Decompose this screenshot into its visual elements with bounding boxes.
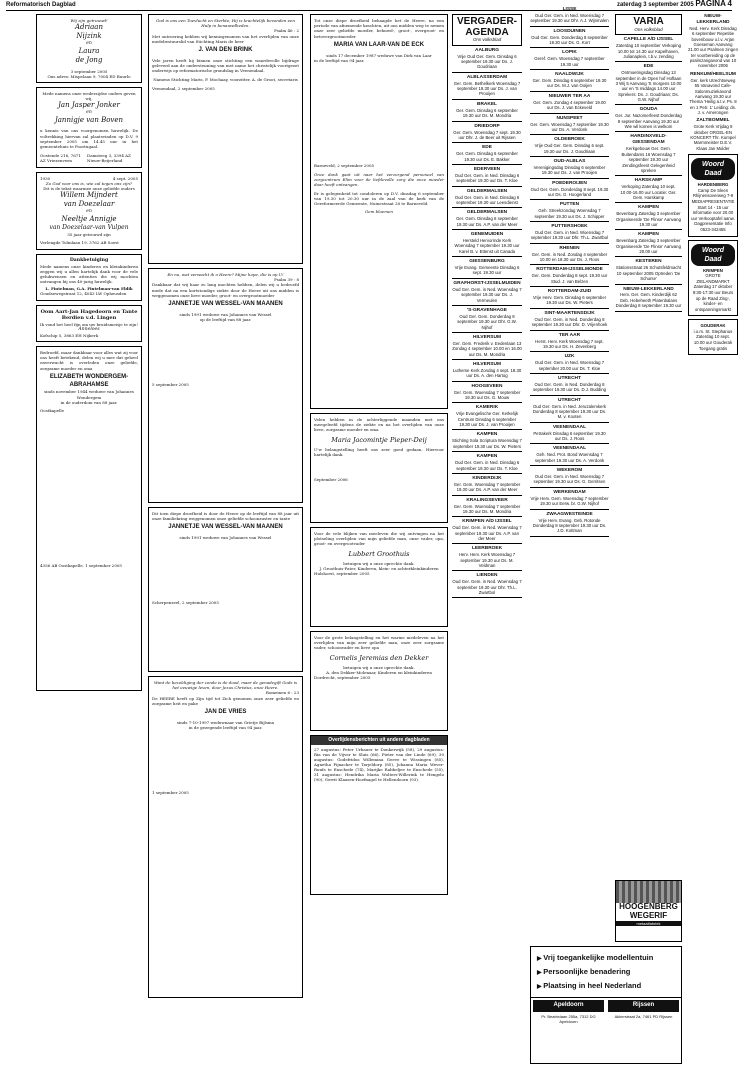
agenda-entry [452,281,522,306]
death-notice-wondergem: Bedroefd, maar dankbaar voor alles wat zij voor ons heeft betekend, delen wij u mee dat geheel onverwacht is overleden onze geliefde, zorgzame moeder en oma ELIZABETH WONDERGEM-ABRAHAMSE sinds november 1944 weduwe van Johannes Wondergem in de ouderdom van 88 jaar. Oostkapelle 4356 AB Oostkapelle, 1 september 2005 [36,346,142,691]
agenda-entry [452,259,522,279]
entry-place: SINT-MAARTENSDIJK [544,310,595,316]
woord-daad-logo: Woord Daad [691,244,735,266]
agenda-entry [530,425,609,445]
entry-place: LEERBROEK [471,546,503,552]
agenda-entry [452,546,522,571]
agenda-entry [530,333,609,353]
entry-details: Vrije Oud Ger. Gem. Dinsdag 6 sept. 19.30 uur Ds. J. Goudriaan [534,143,605,154]
entry-details: Ger. Gem. Woensdag 7 september 19.30 uur Ds. G. Mouw [453,389,521,401]
varia-entry [615,107,682,132]
entry-place: HILVERSUM [473,362,501,368]
entry-place: KAMPEN [638,205,659,211]
entry-details: Ger. Gem. in Ned. Zondag 4 september 10.00 en 18.30 uur Ds. J. Roos [531,251,608,263]
varia-section [615,14,682,312]
varia-entry [615,259,682,284]
entry-details: Geh. Ned. Prot. Bond Woensdag 7 september 19.30 uur Ds. A. Verdonk [534,452,605,463]
agenda-entry [452,210,522,230]
entry-details: Oud Ger. Gem. in Ned. Woensdag 7 september 20.00 uur Ds. T. Kloe [534,360,605,371]
entry-details: Oud Ger. Gem. in Ned. Dinsdag 6 september 19.30 uur Leesdienst [454,194,520,205]
agenda-entry [452,573,522,598]
agenda-entry [530,137,609,157]
varia-title: VARIA Ons volksblad [615,14,682,35]
entry-place: LIENDEN [476,573,498,579]
entry-details: Vrije Herv. Evang. Geb. Rotonde Donderdag 8 september 19.30 uur Ds. J.D. Kottman [532,517,607,534]
entry-details: Stationsstraat 26 Schutsfeldmacht 10 september 2005 Optreden 'De Schurse' [615,265,682,282]
meeting-agenda [452,14,522,598]
agenda-entry [530,311,609,331]
entry-place: ROTTERDAM-IJSSELMONDE [536,267,603,273]
entry-details: Kerkgebouw Ger. Gem. Buitendams 16 Woensdag 7 september 19.30 uur Zendingsfeest Gelegenheid spreken [621,146,676,173]
varia-entry [615,287,682,312]
event-renkum: RENKUM/HEELSUM Ger. kerk Utrechtseweg 55 Vanavond Cafe-Salonmuziekavond Aanvang 19.30 uur Thema 'Heilig a.t.v. Ps. 8 en 1 Petr. 1' Leiding: ds. J. v. Amerongen [689,71,737,115]
entry-details: Ger. Gem. Dinsdag 6 september 19.30 uur Ds. A.P. van der Meer [456,216,518,227]
death-notice-van-den-brink: God is ons een Toevlucht en Sterkte; Hij is krachtelijk bevonden een Hulp in benauwdheden. Psalm 46 : 2 Met ontroering hebben wij kennisgenomen van het overlijden van onze medebestuurslid van Stichting Maris de heer J. VAN DEN BRINK Vele jaren heeft hij binnen onze stichting een waardevolle bijdrage geleverd aan de ondersteuning van met name het christelijk voortgezet onderwijs op reformatorische grondslag in Veenendaal. Namens Stichting Maris, P. Mochaay, voorzitter, A. de Groot, secretaris Veenendaal, 2 september 2005 [148,14,303,264]
agenda-entry [530,398,609,423]
agenda-entry [452,145,522,165]
agenda-entry [530,376,609,396]
agenda-entry [530,246,609,266]
agenda-entry [452,498,522,518]
thanks-notice-groothuis: Voor de vele blijken van meeleven die wij ontvingen na het plotseling overlijden van mijn geliefde man, onze vader, opa, groot- en overgrootvader Lubbert Groothuis betuigen wij u onze oprechte dank. J. Groothuis-Pater, Kinderen, klein- en achterkleinkinderen Hulshorst, september 2005 [310,527,448,627]
death-notice-de-vries: Want de bezoldiging der zonde is de dood, maar de genadegift Gods is het eeuwige leven, door Jezus Christus, onze Heere. Romeinen 6 : 23 De HEERE heeft op Zijn tijd tot Zich genomen onze zeer geliefde en zorgzame heit en pake JAN DE VRIES sinds 7-10-1997 weduwnaar van Grietje Bijlsma in de gezegende leeftijd van 94 jaar. 1 september 2005 [148,676,303,998]
column-3 [310,14,448,895]
entry-details: Oud Ger. Gem. in Ned. Donderdag 8 september 19.30 uur Ds. D.J. Budding [532,381,607,393]
agenda-entry [452,308,522,333]
ad-line-3: ▶ Plaatsing in heel Nederland [537,981,675,992]
woord-daad-ad-1: Woord Daad HARDENBERG Camp De Sleen Rhijnensoverweg 7-9 MEDIAPRESENTATIE Start 14 - 15 uur Informatie voor 20.00 uur Verkooptafel aanw. Dagpresentatie Info 0523-342455 [688,154,738,236]
entry-place: GELDERMALSEN [466,188,508,194]
entry-place: CAPELLE A/D IJSSEL [623,37,674,43]
entry-details: Oud Ger. Gem. in Ned. Dinsdag 6 september 19.30 uur Ds. T. Kloe [454,460,520,471]
entry-place: LOOSDUINEN [553,28,586,34]
varia-entry [615,37,682,62]
entry-details: Oud Ger. Gem. Donderdag 8 september 19.30 uur Dhr. G.W. Nijhof [457,313,517,330]
agenda-entry [452,476,522,496]
entry-details: Herv. Ger. Gem. Kinderdijk 62 Geb. Hebeheeth Platenbalans Donderdag 8 september 19.30 uur [615,292,682,309]
entry-place: POEDEROIJEN [552,180,587,186]
entry-details: Zaterdag 10 september Verkoping 10.00 tot 14.30 uur Kapelhaven, Julianaplein, t.b.v. zending [616,43,681,59]
page-header [6,2,732,11]
entry-details: Petrakerk Dinsdag 6 september 19.30 uur Ds. J. Roos [533,430,606,442]
paper-name: Reformatorisch Dagblad [6,2,76,9]
entry-details: Stichting Sola Scriptura Woensdag 7 september 19.30 uur Ds. W. Pieters [452,438,522,449]
entry-details: Hersteld Hervormde Kerk Woensdag 7 september 19.30 uur Karel B. v. Ettenst uit Canada [454,238,520,254]
entry-details: Verenigingsdag Dinsdag 6 september 19.30 uur Ds. J. van Prooijen [533,164,606,176]
entry-place: UTRECHT [558,397,581,403]
ad-line-2: ▶ Persoonlijke benadering [537,967,675,978]
obituaries-other-papers: Overlijdensberichten uit andere dagbladen 27 augustus: Peter Urbauer te Donkerwijk (58), 29 augustus: Ria van de Vijver te Sluis (66), Pieter van der Linde (69), 30 augustus: Godefridus Willemina Geeve te Wissingen (85), Agnetha Pijnacker te Tarjeldorp (85), Johanna Maria Wever-Ruufs te Enschede (74), Marijke Rabbeljee te Enschede (55), 31 augustus: Hendrika Maria Wolters-Willerink te Hengelo (90), Gerrit Klaasen-Hoefnagel te Hellendoorn (93). [310,735,448,895]
entry-place: UTRECHT [558,375,581,381]
entry-place: WEKEROM [556,468,583,474]
entry-place: AALBURG [475,47,499,53]
entry-place: KAMERIK [475,405,499,411]
entry-place: ROTTERDAM-ZUID [547,289,592,295]
entry-details: Oud Ger. Gem. in Ned. Jeruzalemkerk Donderdag 8 september 19.30 uur Ds. M. v. Kooten [532,403,607,420]
woord-daad-ad-2: Woord Daad KRIMPEN GROTE ZIELANDMARKT Zaterdag 17 oktober 9:30-17:30 uur Beurs op de Raad Zing-, kinder- en ontspanningsmarkt [688,240,738,317]
entry-place: TER AAR [558,332,581,338]
entry-details: Bevenbarg Zaterdag 3 september Organiseerde 'De Flinse' Aanvang 20.00 uur [616,238,681,255]
entry-details: Vrije Herv. Gem. Dinsdag 6 september 19.30 uur Ds. W. Pieters [532,295,607,306]
engagement-announcement: Mede namens onze wederzijdse ouders geven wij, Jan Jasper Jonker en Jannigje van Boven u kennis van ons voorgenomen huwelijk. De voltrekking hiervan zal plaatsvinden op D.V. 9 september 2005 om 14.45 uur in het gemeentehuis te Poortugaal. Oostende 216, 7671 AZ Vriezenveen Damsteeg 3, 3394 AZ Nieuw-Beijerland [36,87,142,168]
agenda-entry [452,189,522,209]
agenda-entry [530,50,609,70]
entry-place: KAMPEN [476,454,498,460]
entry-place: GRAFHORST-IJSSELMUIDEN [453,280,521,286]
entry-details: Oud Ger. Gem. in Ned. Woensdag 7 september 19.30 uur Dhr. A.J. Wijnmalen [530,12,609,24]
entry-details: Ger. Gem. Dinsdag 6 september 19.30 uur Ds. M. Mondria [456,107,518,119]
entry-place: LISSE [562,7,577,12]
agenda-entry [530,7,609,27]
varia-entry [615,178,682,203]
varia-entry [615,232,682,257]
agenda-entry [530,116,609,136]
entry-details: Herv. Herv. Kerk Woensdag 7 september 19.30 uur Ds. M. Veldman [458,552,516,569]
thanks-notice-den-dekker: Voor de grote belangstelling en het warme medeleven na het overlijden van mijn zeer geliefde man, onze zeer zorgzame vader, schoonvader en lieve opa Cornelis Jeremias den Dekker betuigen wij u onze oprechte dank. A. den Dekker-Molenaar, Kinderen en kleinkinderen Dordrecht, september 2005 [310,631,448,731]
entry-details: Oud Ger. Gem. in Ned. Woensdag 7 september 19.30 uur Ds. G. Gerritsen [533,474,606,485]
entry-place: HARDINXVELD-GIESSENDAM [630,134,667,146]
entry-place: VEENENDAAL [552,446,587,452]
entry-details: Oud Ger. Gem. in Ned. Donderdag 8 september 19.30 uur Dhr. D. Vrijenhoek [531,316,608,328]
agenda-entry [452,519,522,544]
varia-entry [615,134,682,176]
entry-details: Ger. Gem. Woensdag 7 september 19.30 uur Ds. A. Verdonk [530,121,609,132]
entry-details: Oud Ger. Gem. Donderdag 8 sept. 19.30 uur Ds. G. Hoogerland [530,186,609,197]
entry-place: HOOGEVEEN [471,383,503,389]
agenda-entry [452,432,522,452]
agenda-entry [452,232,522,257]
entry-place: UZK [564,354,575,360]
agenda-entry [530,267,609,287]
entry-place: PUTTERSHOEK [551,224,588,230]
entry-place: KRIMPEN A/D IJSSEL [462,519,512,525]
entry-place: VEENENDAAL [552,424,587,430]
agenda-entry [452,405,522,430]
entry-details: Herst. Herv. Kerk Woensdag 7 sept. 19.30 uur Ds. H. Zevenberg [535,338,604,349]
entry-place: KRALINGSEVEER [466,497,508,503]
agenda-entry [530,512,609,537]
entry-place: GENEMUIDEN [470,232,504,238]
entry-details: Bevenbarg Zaterdag 3 september Organiseerde 'De Flinse' Aanvang 19.30 uur [616,211,681,228]
entry-details: Lutherse Kerk Zondag 4 sept. 18.30 uur Ds. A. den Hartog [452,368,522,379]
entry-place: NAALDWIJK [555,72,584,78]
agenda-entry [452,167,522,187]
agenda-entry [530,202,609,222]
thanks-notice-pieper: Velen hebben in de achterliggende maanden met ons meegeleefd tijdens de ziekte en na het overlijden van onze lieve, zorgzame moeder en oma Maria Jacomintje Pieper-Deij U'w belangstelling heeft ons zeer goed gedaan. Hiervoor hartelijk dank. September 2006 [310,413,448,523]
modellentuin-ad: ▶ Vrij toegankelijke modellentuin ▶ Persoonlijke benadering ▶ Plaatsing in heel Nederland Apeldoorn Pr. Beatrixlaan 255a, 7312 DG Apeldoorn Rijssen Akkerstraat 2a, 7461 PD Rijssen [530,946,682,1064]
entry-place: PUTTEN [559,202,580,208]
entry-place: ZWAAGWESTEINDE [546,511,593,517]
entry-place: NUNSPEET [556,115,583,121]
column-2 [148,14,303,1002]
entry-place: NIEUW-LEKKERLAND [623,286,674,292]
entry-details: Oud Ger. Gem. Donderdag 8 september 19.30 uur Ds. G. Kort [531,34,608,46]
agenda-entry [530,224,609,244]
column-1 [36,14,142,695]
event-zaltbommel: ZALTBOMMEL Grote Kerk Vrijdag 9 oktober ORGEL-EN KONCERT Thr. Kumpel Marmmeister D.E.V. Klaas Jan Mulder [690,118,736,151]
event-gouderak: GOUDERAK i.o.m. St. Stephanus Zaterdag 10 sept. 10.00 uur Gouderak Toegang gratis [688,319,738,355]
entry-details: Geh. Streekzondag Woensdag 7 september 19.30 uur Ds. J. Schipper [534,208,605,219]
entry-details: Vrije Oud Ger. Gem. Dinsdag 6 september 19.30 uur Ds. J. Goudriaan [457,53,517,70]
agenda-entry [452,384,522,404]
agenda-entry [530,289,609,309]
entry-details: Ger. Gem. Donderdag 8 sept. 19.30 uur Stud. J. van Belzen [531,273,608,284]
entry-details: Ger. Gem. Woensdag 7 sept. 19.30 uur Dhr. J. de Beer uit Rijssen [453,129,521,140]
entry-place: DRIEDORP [474,123,500,129]
entry-place: EDE [643,64,654,70]
entry-details: Vrije Herv. Gem. Woensdag 7 september 19.30 uur Eerw. br. G.W. Nijhof [530,495,609,507]
column-7 [688,14,738,358]
entry-place: HILVERSUM [473,334,501,340]
death-notice-van-wessel-family: Dit toen diepe droefheid is door de Heere op de leeftijd van 88 jaar uit onze familiekring weggenomen onze geliefde schoonzuster en tante JANNETJE VAN WESSEL-VAN MAANEN sinds 1991 weduwe van Johannes van Wessel Scherpenzeel, 2 september 2005 [148,507,303,672]
varia-entry [615,64,682,105]
thanks-announcement: Dankbetuiging Mede namens onze kinderen en kleinkinderen zeggen wij u allen hartelijk dank voor de vele gelukwensen en attenties die wij mochten ontvangen bij ons 40-jarig huwelijk. L. Fintelman, G.A. Fintelman-van Eldik Goudsewegstraat 12, 4043 LW Opheusden [36,254,142,301]
entry-place: GOUDA [639,107,658,113]
varia-entry [615,205,682,230]
agenda-continued [530,5,609,537]
agenda-entry [530,94,609,114]
agenda-entry [530,446,609,466]
ad-line-1: ▶ Vrij toegankelijke modellentuin [537,953,675,964]
entry-details: Ger. Gem. Bethelkerk Woensdag 7 september 19.30 uur Ds. J. van Prooijen [453,80,521,97]
entry-details: Ger. Gem. Woensdag 7 september 19.30 uur Ds. M. Mondria [453,503,521,514]
entry-place: EDE [482,145,492,151]
woord-daad-logo: Woord Daad [691,158,735,180]
entry-place: EDERVEEN [473,166,501,172]
page-date: zaterdag 3 september 2005 PAGINA 4 [616,0,732,9]
anniversary-announcement: 1930 4 sept. 2005 Zo God voor ons is, wie zal tegen ons zijn? Dit is de tekst waarmee onze geliefde ouders Willem Mijndert van Doezelaar en Neeltje Annigje van Doezelaar-van Vulpen 35 jaar getrouwd zijn Verlengde Tolmlaan 19, 3762 AB Soest [36,172,142,250]
agenda-entry [452,454,522,474]
death-notice-van-laar: Tot onze diepe droefheid behaagde het de Heere, na een periode van afnemende krachten, uit ons midden weg te nemen onze zeer geliefde moeder, behuwd-, groot-, overgroot- en betovergrootmoeder MARIA VAN LAAR-VAN DE ECK sinds 17 december 1987 weduwe van Dirk van Laar in de leeftijd van 94 jaar. Barneveld, 2 september 2005 Onze dank gaat uit naar het verzorgend personeel van zorgcentrum Elim voor de liefdevolle zorg die onze moeder daar heeft ontvangen. Er is gelegenheid tot condoleren op D.V. dinsdag 6 september van 19.30 tot 20.30 uur in de zaal van de kerk van de Gereformeerde Gemeente, Nuinestraat 28 te Barneveld. Gem bloemen [310,14,448,409]
entry-details: Oud Ger. Gem. in Ned. Dinsdag 6 september 19.30 uur Ds. T. Kloe [454,172,520,184]
death-notice-van-wessel: En nu, wat verwacht ik o Heere? Mijne hope, die is op U! Psalm 39 : 8 Dankbaar dat wij haar zo lang mochten hebben, delen wij u bedroefd mede dat na een kortstondige ziekte door de Heere uit ons midden is weggenomen onze lieve moeder, groot- en overgrootmoeder JANNETJE VAN WESSEL-VAN MAANEN sinds 1991 weduwe van Johannes van Wessel op de leeftijd van 88 jaar. 5 september 2005 [148,268,303,503]
agenda-entry [452,75,522,100]
entry-place: WERKENDAM [553,489,586,495]
entry-place: BRAKEL [477,101,497,107]
entry-place: KINDERDIJK [472,475,502,481]
entry-details: Ger. Gem. Frederik v. Eedenlaan 13 Zondag 4 september 10.00 en 16.00 uur Ds. M. Mondria [452,340,522,357]
agenda-entry [530,29,609,49]
entry-details: Verkoping Zaterdag 10 sept. 10.00-16.00 uur Locatie: Ger. Gem. Harskamp [620,184,677,200]
agenda-entry [530,72,609,92]
entry-details: Ger. Gem. Dinsdag 6 september 19.30 uur Ds. E. Bakker [456,151,518,162]
entry-details: Ger. Gem. Zondag 4 september 19.00 uur Ds. J. van Eckeveld [533,99,606,111]
bridesmaid-announcement: Oom Aart-Jan Hagedoorn en Tante Berdien v.d. Lingen Ik vond het heel fijn om uw bruidsmeisje te zijn! Anneloes Kofschip 5, 3863 EH Nijkerk [36,305,142,342]
agenda-entry [530,490,609,510]
agenda-entry [530,354,609,374]
entry-place: KESTEREN [635,259,662,265]
entry-details: Ger. Jur. Nazomerfeest Donderdag 8 september Aanvang 19.30 uur Wie wil komen is welkom [615,113,682,130]
entry-place: NIEUWER TER AA [548,93,591,99]
entry-place: 'S-GRAVENHAGE [467,307,507,313]
entry-details: Ger. Gem. Woensdag 7 september 19.30 uur Ds. A.P. van der Meer [453,481,521,493]
entry-details: Oud Ger. Gem. in Ned. Woensdag 7 september 19.30 uur Ds. J. Vermeulen [452,286,522,303]
entry-details: Vrije Evang. Gemeente Dinsdag 6 sept. 19.30 uur [454,265,520,276]
entry-details: Geref. Gem. Woensdag 7 september 19.30 uur [534,56,605,67]
entry-details: Ontmoetingsdag Dinsdag 13 september in de Open hof Hoflaan 3 Wij 5 Aanvang 'S morgens 10.00 uur en 'S middags 14.00 uur Sprekers: Ds. J. Goudriaan; Ds. G.W. Nijhof [615,70,682,103]
entry-place: OUD-ALBLAS [553,158,586,164]
entry-details: Oud Ger. Gem. in Ned. Woensdag 7 september 19.30 uur Ds. A.P. van der Meer [452,525,522,541]
entry-place: KAMPEN [476,432,498,438]
entry-details: Oud Ger. Gem. in Ned. Woensdag 7 september 19.30 uur Dhr. Th.L. Zwartbol [530,230,609,241]
entry-place: GIESSENBURG [469,259,505,265]
agenda-entry [530,159,609,179]
entry-place: OLDEBROEK [554,137,585,143]
agenda-entry [452,362,522,382]
entry-place: LOPIK [562,50,577,56]
entry-details: Ger. Gem. Dinsdag 6 september 19.30 uur Ds. M.J. van Ooijen [532,78,607,89]
agenda-entry [452,102,522,122]
agenda-title: VERGADER-AGENDA Ons volksblad [452,14,522,46]
entry-place: HARSKAMP [634,178,663,184]
wedding-announcement: Wij zijn getrouwd! Adriaan Nijzink en Laura de Jong 3 september 2005 Ons adres: Mispelaan 9, 7004 ED Ruurlo [36,14,142,83]
agenda-entry [452,124,522,144]
factory-image [616,881,681,903]
entry-place: KAMPEN [638,232,659,238]
agenda-entry [530,181,609,201]
agenda-entry [452,48,522,73]
agenda-entry [530,468,609,488]
entry-details: Vrije Evangelische Ger. Kerkelijk Centrum Dinsdag 6 september 19.30 uur Ds. J. van Prooijen [456,411,518,428]
entry-place: ALBLASSERDAM [466,74,508,80]
entry-details: Oud Ger. Gem. in Ned. Woensdag 7 september 19.30 uur Dhr. Th.L. Zwartbol [452,579,522,596]
agenda-entry [452,335,522,360]
hoogenberg-ad: HOOGENBERG WEGERIF metaalfabriek [615,880,682,942]
event-nieuw-lekkerland: NIEUW-LEKKERLAND Ned. Herv. Kerk Dinsdag 6 september Repetitie bovenbouw o.l.v. Arjan Goeseman Aanvang 21.00 uur Psalmen zingen ter voorbereiding op de psalmzangavond van 10 november 2006 [688,14,738,69]
entry-place: GELDERMALSEN [466,210,508,216]
entry-place: RHENEN [559,245,580,251]
